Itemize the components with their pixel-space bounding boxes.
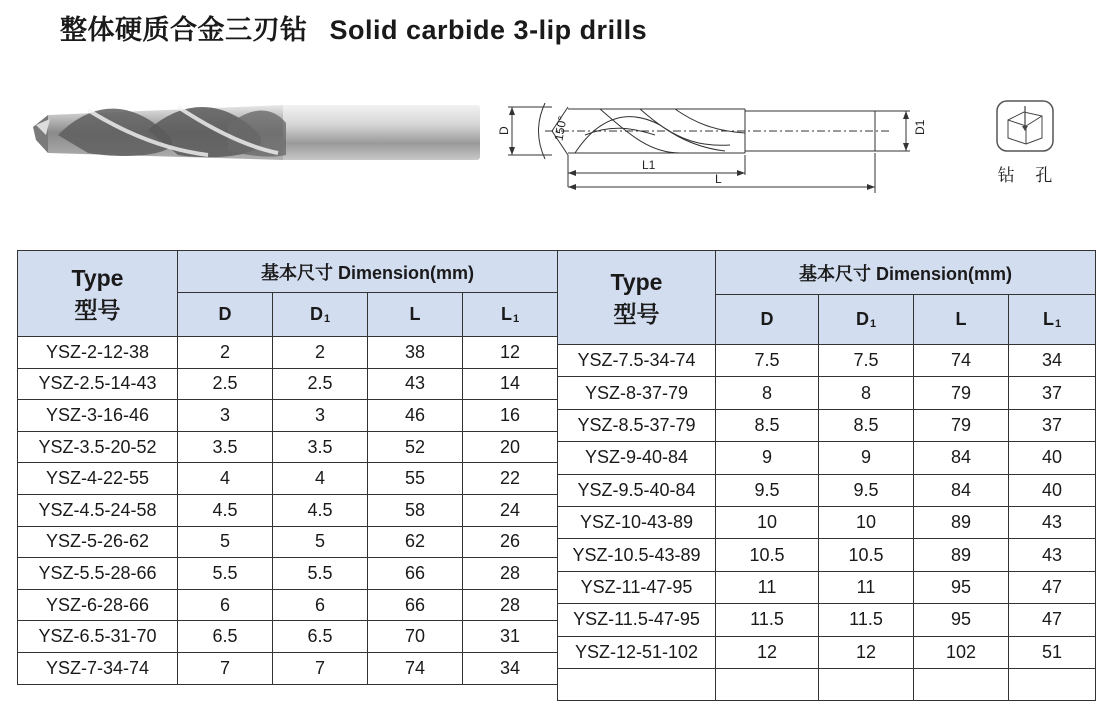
header-col-l: L [914, 295, 1009, 345]
cell-value: 11.5 [716, 604, 819, 636]
cell-type: YSZ-3-16-46 [18, 400, 178, 432]
cell-value: 7.5 [716, 345, 819, 377]
table-row [18, 621, 558, 653]
drill-photo [28, 95, 483, 175]
cell-value: 66 [368, 558, 463, 590]
cell-type: YSZ-10-43-89 [558, 506, 716, 538]
header-type-zh: 型号 [613, 300, 660, 327]
title-en: Solid carbide 3-lip drills [329, 15, 648, 45]
table-row [18, 558, 558, 590]
dim-l1-label: L1 [642, 158, 656, 172]
cell-value: 37 [1009, 377, 1096, 409]
cell-value: 10 [716, 506, 819, 538]
table-row [18, 526, 558, 558]
cell-value: 7 [178, 652, 273, 684]
cell-value: 4 [273, 463, 368, 495]
cell-value: 66 [368, 589, 463, 621]
cell-value: 6 [273, 589, 368, 621]
cell-value: 8.5 [716, 409, 819, 441]
cell-type: YSZ-8.5-37-79 [558, 409, 716, 441]
cell-value: 31 [463, 621, 558, 653]
cell-value: 12 [463, 337, 558, 369]
dim-l-label: L [715, 172, 722, 186]
cell-value: 55 [368, 463, 463, 495]
cell-type: YSZ-4-22-55 [18, 463, 178, 495]
header-col-l1: L1 [463, 293, 558, 337]
page-title [60, 8, 647, 47]
table-row [558, 636, 1096, 668]
cell-value: 43 [1009, 506, 1096, 538]
drilling-icon [994, 98, 1056, 154]
cell-value: 4.5 [178, 494, 273, 526]
header-col-l: L [368, 293, 463, 337]
cell-value: 5 [178, 526, 273, 558]
cell-value: 2 [178, 337, 273, 369]
spec-table-left [17, 250, 558, 685]
cell-type: YSZ-12-51-102 [558, 636, 716, 668]
cell-type: YSZ-7.5-34-74 [558, 345, 716, 377]
cell-type: YSZ-10.5-43-89 [558, 539, 716, 571]
cell-value: 4.5 [273, 494, 368, 526]
header-col-d: D [716, 295, 819, 345]
cell-value: 12 [819, 636, 914, 668]
table-row [558, 539, 1096, 571]
cell-value: 26 [463, 526, 558, 558]
cell-type: YSZ-4.5-24-58 [18, 494, 178, 526]
cell-value: 74 [368, 652, 463, 684]
cell-value: 89 [914, 539, 1009, 571]
table-row-empty [558, 668, 1096, 700]
table-row [558, 571, 1096, 603]
cell-value: 4 [178, 463, 273, 495]
cell-type: YSZ-2-12-38 [18, 337, 178, 369]
cell-value: 102 [914, 636, 1009, 668]
cell-value [1009, 668, 1096, 700]
header-col-d1: D1 [819, 295, 914, 345]
cell-value: 28 [463, 589, 558, 621]
cell-type: YSZ-5.5-28-66 [18, 558, 178, 590]
cell-value: 3.5 [178, 431, 273, 463]
table-row [558, 442, 1096, 474]
cell-value: 95 [914, 571, 1009, 603]
angle-label: 150° [551, 114, 570, 142]
cell-type: YSZ-5-26-62 [18, 526, 178, 558]
cell-value: 51 [1009, 636, 1096, 668]
cell-value: 14 [463, 368, 558, 400]
header-col-d1: D1 [273, 293, 368, 337]
spec-table-right [557, 250, 1096, 701]
cell-value: 12 [716, 636, 819, 668]
cell-value: 47 [1009, 571, 1096, 603]
header-dimension: 基本尺寸 Dimension(mm) [178, 251, 558, 293]
header-type-en: Type [610, 268, 663, 295]
cell-type: YSZ-6-28-66 [18, 589, 178, 621]
table-row [18, 494, 558, 526]
cell-value: 52 [368, 431, 463, 463]
cell-value: 40 [1009, 442, 1096, 474]
table-row [18, 431, 558, 463]
cell-value: 95 [914, 604, 1009, 636]
header-type [18, 251, 178, 337]
table-row [18, 589, 558, 621]
header-type [558, 251, 716, 345]
cell-type: YSZ-9-40-84 [558, 442, 716, 474]
cell-value: 9 [819, 442, 914, 474]
cell-value [819, 668, 914, 700]
cell-value: 5.5 [273, 558, 368, 590]
cell-value: 74 [914, 345, 1009, 377]
cell-value: 5 [273, 526, 368, 558]
drilling-label: 钻 孔 [997, 166, 1061, 185]
table-row [558, 474, 1096, 506]
cell-type: YSZ-9.5-40-84 [558, 474, 716, 506]
table-row [18, 463, 558, 495]
cell-value: 10.5 [716, 539, 819, 571]
table-row [558, 377, 1096, 409]
table-row [18, 337, 558, 369]
drilling-symbol [985, 98, 1065, 186]
cell-value: 58 [368, 494, 463, 526]
title-zh: 整体硬质合金三刃钻 [60, 15, 308, 45]
cell-type: YSZ-8-37-79 [558, 377, 716, 409]
header-type-en: Type [71, 264, 124, 291]
dim-d1-label: D1 [913, 119, 927, 135]
cell-value: 10 [819, 506, 914, 538]
cell-value: 43 [368, 368, 463, 400]
cell-value: 79 [914, 377, 1009, 409]
cell-value: 3 [273, 400, 368, 432]
table-row [558, 345, 1096, 377]
cell-type: YSZ-2.5-14-43 [18, 368, 178, 400]
cell-value: 9 [716, 442, 819, 474]
table-row [558, 409, 1096, 441]
header-dimension: 基本尺寸 Dimension(mm) [716, 251, 1096, 295]
cell-value: 20 [463, 431, 558, 463]
drill-technical-drawing [490, 95, 930, 205]
header-type-zh: 型号 [74, 296, 121, 323]
cell-type: YSZ-3.5-20-52 [18, 431, 178, 463]
cell-value: 7 [273, 652, 368, 684]
table-row [558, 604, 1096, 636]
cell-type [558, 668, 716, 700]
cell-value: 6 [178, 589, 273, 621]
cell-value: 3.5 [273, 431, 368, 463]
dim-d-label: D [497, 126, 511, 135]
header-col-d: D [178, 293, 273, 337]
cell-value: 9.5 [819, 474, 914, 506]
cell-type: YSZ-7-34-74 [18, 652, 178, 684]
cell-value: 7.5 [819, 345, 914, 377]
cell-value: 8 [716, 377, 819, 409]
cell-value: 47 [1009, 604, 1096, 636]
cell-value: 8 [819, 377, 914, 409]
cell-value: 43 [1009, 539, 1096, 571]
cell-value: 2.5 [273, 368, 368, 400]
cell-value: 34 [463, 652, 558, 684]
cell-value: 22 [463, 463, 558, 495]
cell-value: 38 [368, 337, 463, 369]
cell-value: 84 [914, 474, 1009, 506]
cell-value: 11 [819, 571, 914, 603]
cell-value: 8.5 [819, 409, 914, 441]
cell-value: 24 [463, 494, 558, 526]
table-row [18, 652, 558, 684]
cell-type: YSZ-11.5-47-95 [558, 604, 716, 636]
cell-value: 46 [368, 400, 463, 432]
cell-value: 11 [716, 571, 819, 603]
cell-value: 2 [273, 337, 368, 369]
cell-value: 40 [1009, 474, 1096, 506]
cell-value [914, 668, 1009, 700]
cell-value: 84 [914, 442, 1009, 474]
cell-value: 16 [463, 400, 558, 432]
cell-value: 28 [463, 558, 558, 590]
cell-value: 3 [178, 400, 273, 432]
cell-value: 5.5 [178, 558, 273, 590]
cell-type: YSZ-11-47-95 [558, 571, 716, 603]
table-row [18, 368, 558, 400]
cell-value: 9.5 [716, 474, 819, 506]
cell-value: 11.5 [819, 604, 914, 636]
cell-value: 6.5 [273, 621, 368, 653]
cell-value: 6.5 [178, 621, 273, 653]
cell-value [716, 668, 819, 700]
cell-value: 10.5 [819, 539, 914, 571]
cell-value: 70 [368, 621, 463, 653]
cell-value: 62 [368, 526, 463, 558]
header-col-l1: L1 [1009, 295, 1096, 345]
cell-value: 37 [1009, 409, 1096, 441]
cell-value: 34 [1009, 345, 1096, 377]
table-row [18, 400, 558, 432]
cell-value: 2.5 [178, 368, 273, 400]
cell-type: YSZ-6.5-31-70 [18, 621, 178, 653]
table-row [558, 506, 1096, 538]
cell-value: 89 [914, 506, 1009, 538]
cell-value: 79 [914, 409, 1009, 441]
